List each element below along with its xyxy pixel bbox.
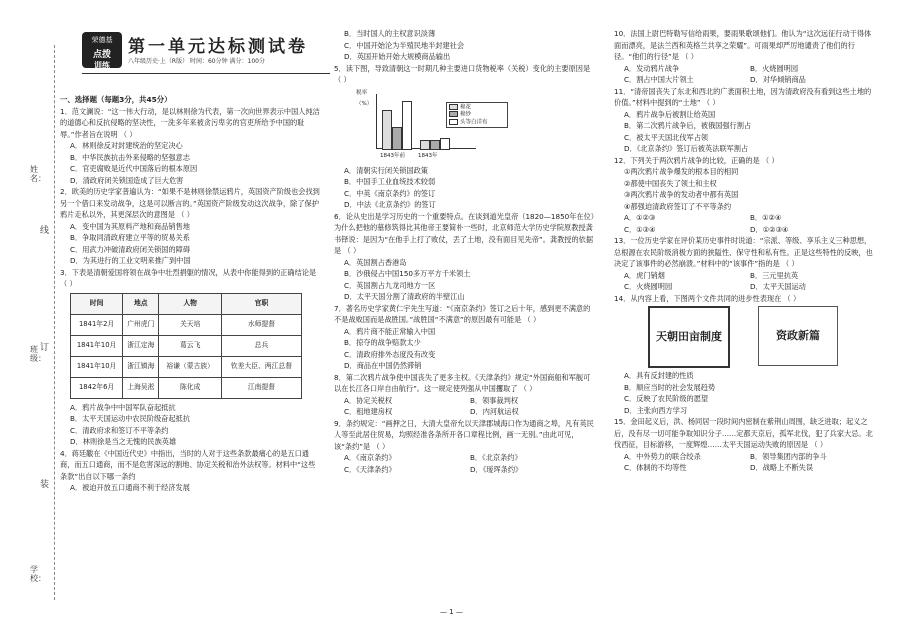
table-row: 1841年10月 浙江定海 葛云飞 总兵: [71, 335, 302, 356]
page-number: — 1 —: [440, 608, 463, 616]
zizheng-document-image: 资政新篇: [758, 306, 838, 366]
pack-mark: 装: [40, 480, 50, 490]
option-c: C．被太平天国北伐军占领: [624, 132, 709, 142]
question-stem: 14．从内容上看，下图两个文件共同的进步性表现在 （ ）: [614, 293, 801, 303]
option-d: D．《北京条约》签订后被英法联军割占: [624, 144, 749, 153]
question-stem: 8．第二次鸦片战争使中国丧失了更多主权。《天津条约》规定“外国商船和军舰可以在长江各口岸自由航行”。这一规定使列强从中国攫取了 （ ）: [334, 372, 591, 393]
option-d: D．内河航运权: [470, 407, 519, 416]
option-d: D．《瑷珲条约》: [470, 464, 523, 474]
option-c: C．《天津条约》: [344, 464, 396, 474]
option-b: B．三元里抗英: [750, 270, 799, 280]
question-stem: 6．论从史出是学习历史的一个重要特点。在谈到道光皇帝（1820—1850年在位）为什么把他的墓修筑得比其他帝王要简朴一些时，北京师范大学历史学院原教授龚书铎说：是因为“在他手上打了败仗，丢了土地，没有面目见先帝”。龚教授的依据是 （ ）: [334, 211, 595, 255]
legend-swatch: [449, 104, 458, 110]
column-3: [614, 28, 876, 474]
question-stem: 4．蒋廷黻在《中国近代史》中指出，当时的人对于这些条款最痛心的是五口通商，而五口通商，而不是危害深远的割地、协定关税和治外法权等。材料中“这些条款”出自以下哪一条约: [60, 448, 316, 481]
chart-bar: [430, 140, 440, 150]
chart-bar: [392, 127, 402, 149]
x-tick-label: 1843年前: [380, 152, 405, 159]
table-header: 官职: [221, 293, 301, 314]
section-heading: 一、选择题（每题3分，共45分）: [60, 95, 172, 104]
option-c: C．火烧圆明园: [624, 282, 673, 291]
option-c: C．官吏腐败是近代中国落后的根本原因: [70, 164, 198, 173]
option-d: D．商品在中国仍然滞销: [344, 361, 422, 370]
option-b: B．领事裁判权: [470, 395, 519, 405]
option-d: D．对华倾销商品: [750, 75, 806, 84]
exam-title: 第一单元达标测试卷: [128, 37, 308, 57]
table-row: 1842年6月 上海吴淞 陈化成 江南提督: [71, 377, 302, 398]
exam-subtitle: 八年级历史·上（R版） 时间：60分钟 满分：100分: [128, 58, 265, 65]
chart-bar: [440, 138, 450, 149]
y-axis: [376, 94, 377, 148]
question-stem: 15．金田起义后，洪、杨同居一段时间内密制在紫荆山周围，缺乏进取；起义之后，没有尽一切可能争取知识分子……定都天京后，孤军北伐，犯了兵家大忌。北伐西征，目标游移，一度辉煌……太平天国运动失败的原因是 （ ）: [614, 417, 873, 449]
option-c: C．清政府求和签订不平等条约: [70, 425, 169, 435]
option-d: D．英国开始开始大规模商品输出: [344, 52, 451, 61]
option-b: B．沙俄侵占中国150多万平方千米领土: [344, 269, 471, 278]
legend-swatch: [449, 111, 458, 117]
question-13: [614, 235, 876, 293]
option-c: C．体制的不均等性: [624, 463, 687, 472]
option-b: B．《北京条约》: [470, 453, 522, 462]
legend-label: 棉纱: [460, 111, 472, 118]
option-b: B．太平天国运动中农民阶级奋起抵抗: [70, 414, 190, 423]
option-b: B．火烧圆明园: [750, 63, 799, 73]
option-a: A．发动鸦片战争: [624, 63, 680, 73]
name-label: 姓名：: [30, 165, 46, 183]
question-15: [614, 416, 876, 474]
option-d: D．林则徐是当之无愧的民族英雄: [70, 437, 177, 446]
option-c: C．英国割占九龙司地方一区: [344, 280, 436, 290]
question-stem: 5．读下图，导致清朝这一时期几种主要进口货物税率（关税）变化的主要原因是 （ ）: [334, 63, 591, 84]
y-axis-label: 税率（%）: [356, 89, 373, 107]
column-2: [334, 28, 596, 475]
option-a: A．林则徐反对封建统治的坚定决心: [70, 141, 183, 150]
statement-item: ④都强迫清政府签订了不平等条约: [624, 201, 732, 211]
school-label: 学校：: [30, 565, 46, 583]
option-c: C．中国开始沦为半殖民地半封建社会: [344, 40, 465, 50]
option-a: A．被迫开放五口通商不利于经济发展: [70, 483, 190, 492]
option-c: C．清政府排外态度没有改变: [344, 349, 436, 359]
option-a: A．鸦片战争后被割让给英国: [624, 109, 716, 119]
table-header: 时间: [71, 293, 123, 314]
question-10: [614, 28, 876, 86]
option-b: B．顺应当时的社会发展趋势: [624, 382, 716, 392]
option-d: D．为其进行的工业文明来推广到中国: [70, 256, 191, 265]
option-a: A．鸦片商不能正常输入中国: [344, 326, 436, 336]
option-a: A．中外势力的联合绞杀: [624, 451, 701, 461]
option-d: D．主张向西方学习: [624, 405, 688, 415]
option-d: D．清政府闭关锁国造成了巨大危害: [70, 175, 184, 185]
question-2: [60, 186, 322, 267]
question-stem: 9．条约规定：“画押之日，大清大皇帝允以天津郡城海口作为通商之埠，凡有英民人等至此居住贸易，均照经准各条所开各口章程比例，画一无别。”由此可见，该“条约”是 （ ）: [334, 418, 594, 451]
question-stem: 3．下表是清朝爱国将领在战争中壮烈捐躯的情况，从表中你能得到的正确结论是 （ ）: [60, 267, 317, 288]
option-b: B．中国手工业血统技术较弱: [344, 177, 436, 186]
question-stem: 10．法国上尉巴特勒写信给雨果，要雨果歌颂他们。他认为“这次远征行动干得体面而漂亮，是法兰西和英格兰共享之荣耀”。可雨果却严厉地谴责了他们的行径。“他们的行径”是 （ ）: [614, 29, 872, 61]
chart-bar: [402, 101, 412, 150]
question-stem: 12．下列关于两次鸦片战争的比较，正确的是 （ ）: [614, 155, 779, 165]
option-b: B．争取同清政府建立平等的贸易关系: [70, 233, 190, 242]
question-stem: 11．“清帝国丧失了东北和西北的广袤面积土地，因为清政府没有看到这些土地的价值。”材料中提到的“土地” （ ）: [614, 86, 872, 107]
general-table: [70, 293, 302, 399]
table-header: 人物: [159, 293, 222, 314]
question-14: [614, 293, 876, 417]
legend-swatch: [449, 119, 458, 125]
tariff-chart: [356, 88, 506, 163]
brand-logo: 荣德基 点拨 训练: [82, 32, 122, 68]
question-stem: 1．范文澜说：“这一伟大行动，是以林则徐为代表，第一次向世界表示中国人纯洁的道德心和反抗侵略的坚决性，一洗多年来被贪污卑劣的官吏所给予中国的耻辱。”作者旨在说明 （ ）: [60, 106, 320, 139]
binding-margin: [28, 45, 55, 600]
option-c: C．割占中国大片领土: [624, 75, 694, 84]
option-a: A．具有反封建的性质: [624, 371, 694, 380]
column-1: [60, 94, 322, 494]
question-stem: 7．著名历史学家黄仁宇先生写道：“《南京条约》签订之后十年，感到更不满意的不是战败国而是战胜国。”战胜国“不满意”的原因最有可能是 （ ）: [334, 303, 591, 324]
table-header: 地点: [123, 293, 159, 314]
option-d: D．①②③④: [750, 224, 789, 234]
x-tick-label: 1843年: [418, 152, 438, 159]
option-a: A．协定关税权: [344, 395, 393, 405]
option-a: A．虎门销烟: [624, 270, 665, 280]
option-c: C．用武力冲破清政府闭关锁国的障碍: [70, 244, 191, 254]
table-row: 1841年2月 广州虎门 关天培 水师提督: [71, 314, 302, 335]
question-4: [60, 448, 322, 494]
class-label: 班级：: [30, 345, 46, 363]
exam-header: [82, 32, 330, 70]
option-c: C．①③④: [624, 224, 656, 234]
question-8: [334, 372, 596, 418]
tianchao-document-image: 天朝田亩制度: [648, 306, 730, 368]
option-d: D．太平天国运动: [750, 282, 806, 291]
question-12: [614, 155, 876, 236]
question-1: [60, 106, 322, 187]
option-c: C．中英《南京条约》的签订: [344, 188, 436, 198]
option-d: D．太平天国分割了清政府的半壁江山: [344, 292, 465, 301]
option-a: A．《南京条约》: [344, 453, 396, 462]
bind-mark: 订: [40, 343, 50, 353]
title-rule: [82, 73, 330, 74]
question-3: [60, 267, 322, 448]
legend-label: 头等白洋布: [460, 119, 488, 125]
document-images: [648, 306, 876, 368]
question-11: [614, 86, 876, 155]
chart-bar: [382, 110, 392, 150]
option-b: B．领导集团内部的争斗: [750, 451, 827, 461]
line-mark: 线: [40, 226, 50, 236]
question-9: [334, 418, 596, 476]
legend-label: 棉花: [460, 104, 472, 110]
question-6: [334, 211, 596, 303]
option-a: A．变中国为其原料产地和商品销售地: [70, 221, 190, 231]
table-row: 1841年10月 浙江镇海 裕谦（蒙古族） 钦差大臣、两江总督: [71, 356, 302, 377]
chart-legend: [446, 102, 508, 129]
option-b: B．①②④: [750, 213, 782, 222]
option-a: A．清朝实行闭关锁国政策: [344, 165, 428, 175]
question-5: [334, 63, 596, 211]
option-c: C．租地建房权: [344, 407, 393, 416]
option-b: B．第二次鸦片战争后，被俄国强行割占: [624, 121, 752, 130]
option-a: A．①②③: [624, 213, 656, 222]
question-stem: 13．一位历史学家在评价某历史事件时说道：“宗派、等级、享乐主义三种思想，总根源在农民阶级消极方面的狭隘性、保守性和私有性。正是这些特性的反映，也决定了该事件的必然崩溃。”材料中的“该事件”指的是 （ ）: [614, 236, 873, 268]
question-7: [334, 303, 596, 372]
statement-item: ③两次鸦片战争的发动者中都有英国: [624, 190, 739, 199]
option-d: D．战略上不断失误: [750, 463, 814, 472]
statement-item: ①两次鸦片战争爆发的根本目的相同: [624, 167, 739, 176]
question-stem: 2．欧美的历史学家普遍认为：“如果不是林则徐禁运鸦片，英国资产阶级也会找到另一个借口来发动战争，这是可以断言的。”英国资产阶级发动这次战争，除了保护鸦片走私以外，其更深层次的意图是 （ ）: [60, 187, 320, 219]
option-a: A．鸦片战争中中国军队奋起抵抗: [70, 402, 176, 412]
chart-bar: [420, 140, 430, 150]
option-c: C．反映了农民阶级的愿望: [624, 394, 709, 403]
statement-item: ②都使中国丧失了领土和主权: [624, 178, 717, 188]
option-d: D．中法《北京条约》的签订: [344, 200, 436, 209]
option-b: B．当时国人的主权意识淡薄: [344, 29, 436, 38]
option-b: B．掠夺的战争赔款太少: [344, 338, 421, 347]
option-a: A．英国割占香港岛: [344, 257, 407, 267]
option-b: B．中华民族抗击外来侵略的坚强意志: [70, 152, 190, 162]
